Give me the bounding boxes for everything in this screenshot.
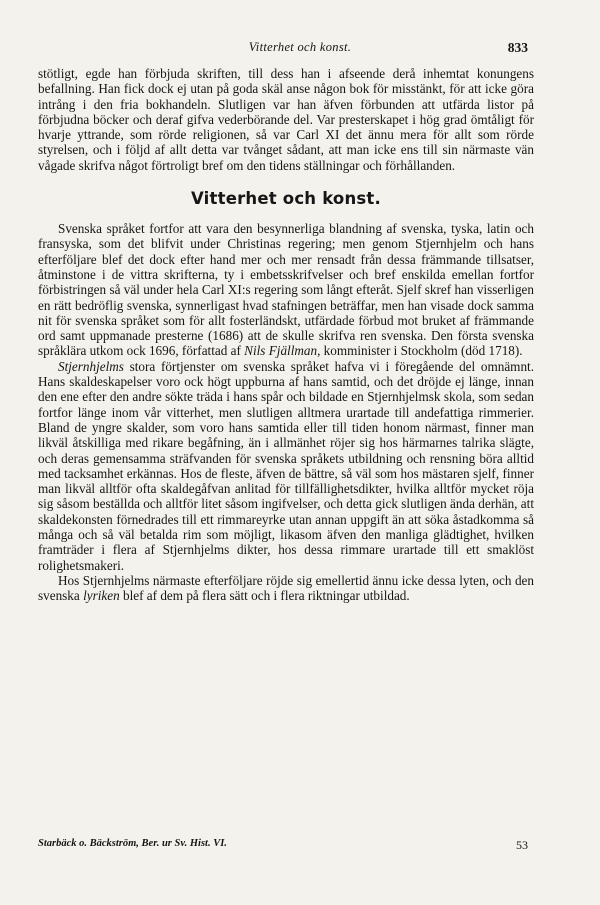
paragraph-language-text-b: , komminister i Stockholm (död 1718). — [317, 343, 523, 359]
running-title: Vitterhet och konst. — [248, 40, 352, 54]
paragraph-successors-text-a: Hos Stjernhjelms närmaste efterföljare röjde sig emellertid ännu icke dessa lyten, och den svenska — [38, 572, 534, 604]
author-name: Nils Fjällman — [244, 343, 318, 359]
paragraph-successors-text-b: blef af dem på flera sätt och i flera riktningar utbildad. — [119, 588, 410, 604]
paragraph-language — [38, 221, 534, 359]
section-heading: Vitterhet och konst. — [190, 189, 381, 209]
footer-source: Starbäck o. Bäckström, Ber. ur Sv. Hist. VI. — [38, 838, 227, 849]
page-footer — [38, 838, 528, 854]
intro-paragraph: stötligt, egde han förbjuda skriften, till dess han i afseende derå inhemtat konungens befallning. Han fick dock ej utan på goda skäl anse någon bok för misstänkt, för att icke göra intrång i den fria bokhandeln. Slutligen var han äfven förbunden att utfärda listor på förbjudna böcker och deraf gifva vederbörande del. Var presterskapet i hög grad ömtåligt för hvarje yttrande, som rörde religionen, så var Carl XI det ännu mera för allt som rörde styrelsen, och i följd af allt detta var tvånget sådant, att man icke ens till sin närmaste vän vågade skrifva något förtroligt bref om den tidens ställningar och förhållanden. — [38, 66, 534, 173]
lyriken-emphasis: lyriken — [83, 588, 120, 604]
body-text — [38, 66, 534, 604]
paragraph-successors — [38, 573, 534, 604]
paragraph-language-text-a: Svenska språket fortfor att vara den besynnerliga blandning af svenska, tyska, latin och fransyska, som det blifvit under Christinas regering; men genom Stjernhjelm och hans efterföljare blef det dock efter hand mer och mer rensadt från dessa främmande tillsatser, åtminstone i de vittra skrifterna, ty i embetsskrifvelser och bref enskilda emellan fortfor förbistringen så väl under hela Carl XI:s regering som långt efteråt. Sjelf skref han visserligen en rätt bedröflig svenska, synnerligast hvad stafningen beträffar, men han visade dock samma nit för svenska språket som för allt fosterländskt, utfärdade förbud mot bruket af främmande ord samt uppmanade presterne (1686) att de skulle skrifva ren svenska. Den första svenska språklära utkom ock 1696, författad af — [38, 221, 534, 359]
paragraph-stjernhjelm-lead: Stjernhjelms — [58, 358, 124, 374]
paragraph-stjernhjelm — [38, 359, 534, 573]
footer-signature: 53 — [516, 838, 528, 852]
running-head — [0, 40, 600, 58]
page-number: 833 — [507, 40, 528, 55]
paragraph-stjernhjelm-text: stora förtjenster om svenska språket hafva vi i föregående del omnämnt. Hans skaldeskapelser voro ock högt uppburna af hans samtid, och det dröjde ej länge, innan den ene efter den andre sökte träda i hans spår och bildade en Stjernhjelmsk skola, som sedan fortfor länge inom vår vitterhet, men slutligen alltmera urartade till andefattiga rimmerier. Bland de yngre skalder, som voro hans samtida eller till tiden honom närmast, finner man likväl åtskilliga med rikare begåfning, än i allmänhet röjer sig hos härmarnes talrika slägte, och deras gemensamma sträfvanden för svenska språkets utbildning och rensning böra alltid med tacksamhet erkännas. Hos de fleste, äfven de bättre, så väl som hos mästaren sjelf, finner man likväl alltför ofta skaldegåfvan anlitad för tillfällighetsdikter, hvilka alltför mycket röja sig såsom beställda och alltför litet såsom ingifvelser, och detta gick slutligen ända derhän, att skaldekonsten förnedrades till ett rimmareyrke utan annan uppgift än att söka åstadkomma så många och så väl betalda rim som möjligt, likasom äfven den manliga glädtighet, hvilken framträder i flera af Stjernhjelms dikter, hos dessa rimmare urartade till ett smaklöst rolighetsmakeri. — [38, 358, 534, 573]
